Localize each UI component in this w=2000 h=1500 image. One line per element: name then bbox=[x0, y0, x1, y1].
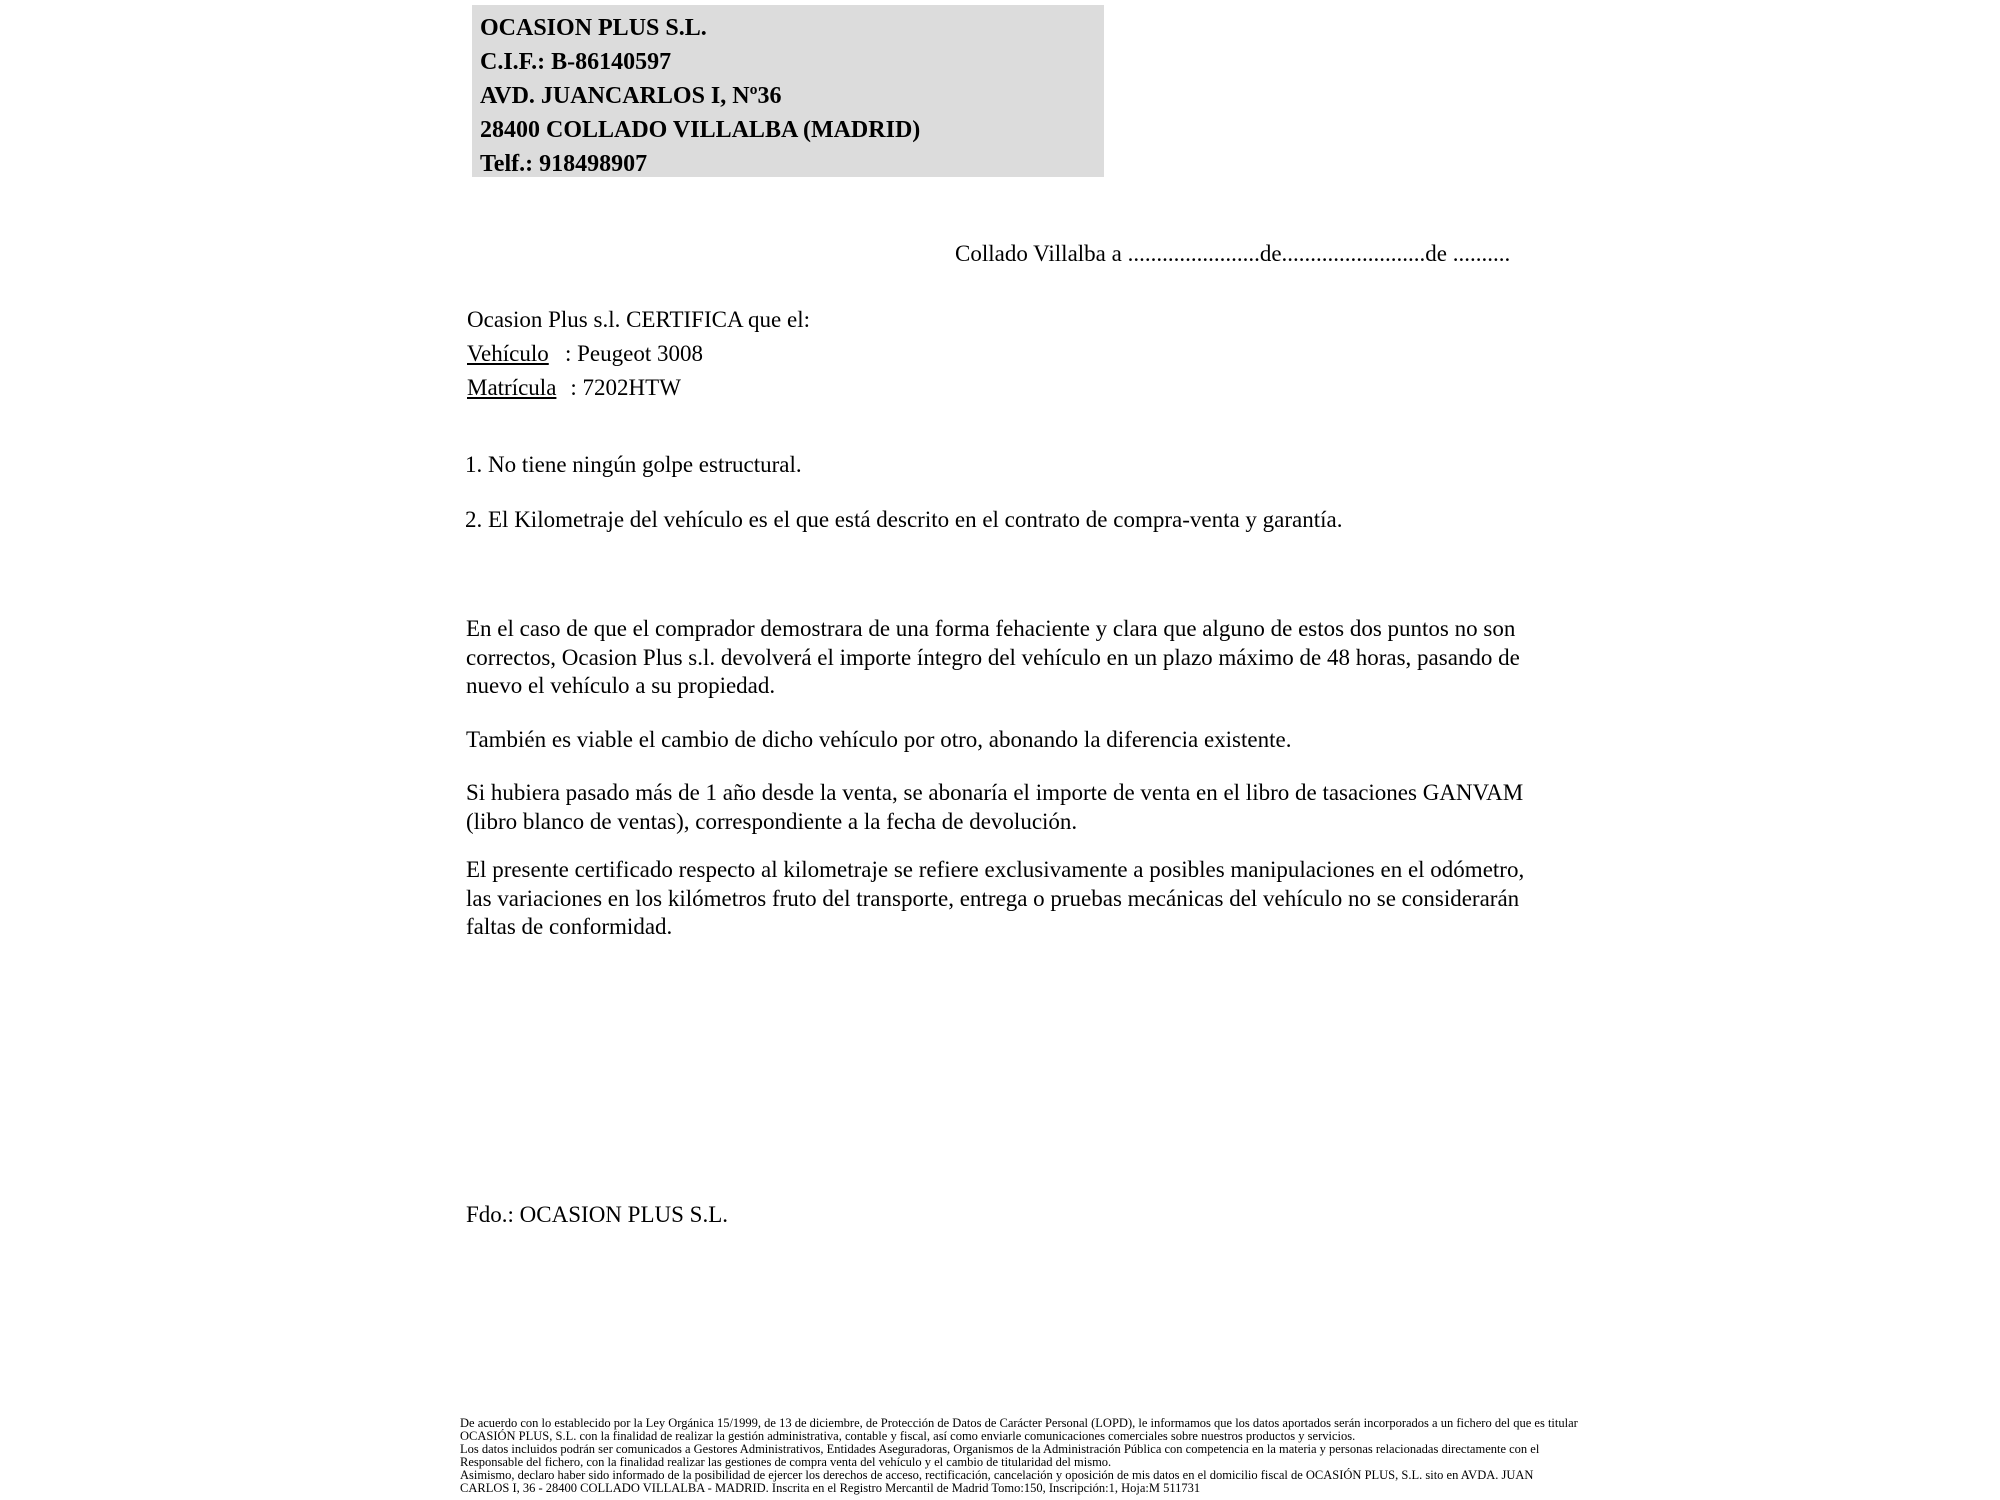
certification-intro: Ocasion Plus s.l. CERTIFICA que el: bbox=[467, 307, 810, 332]
legal-footer-line: CARLOS I, 36 - 28400 COLLADO VILLALBA - MADRID. Inscrita en el Registro Mercantil de Madrid Tomo:150, Inscripción:1, Hoja:M 511731 bbox=[460, 1480, 1201, 1495]
vehicle-field-row bbox=[467, 337, 810, 371]
company-address: AVD. JUANCARLOS I, Nº36 bbox=[480, 83, 782, 109]
plate-field-label: Matrícula bbox=[467, 375, 557, 400]
date-fill-in-line: Collado Villalba a .......................de.........................de .......... bbox=[955, 241, 1511, 266]
certified-point-1: 1. No tiene ningún golpe estructural. bbox=[465, 452, 802, 477]
letterhead-block bbox=[472, 5, 1104, 177]
paragraph-ganvam-valuation: Si hubiera pasado más de 1 año desde la venta, se abonaría el importe de venta en el libro de tasaciones GANVAM (libro blanco de ventas), correspondiente a la fecha de devolución. bbox=[466, 780, 1524, 834]
company-phone: Telf.: 918498907 bbox=[480, 151, 648, 177]
legal-footer bbox=[460, 1416, 1578, 1495]
plate-field-row bbox=[467, 371, 810, 405]
company-name: OCASION PLUS S.L. bbox=[480, 15, 707, 41]
vehicle-field-label: Vehículo bbox=[467, 341, 549, 366]
paragraph-refund-terms: En el caso de que el comprador demostrara de una forma fehaciente y clara que alguno de estos dos puntos no son correctos, Ocasion Plus s.l. devolverá el importe íntegro del vehículo en un plazo máximo de 48 horas, pasando de nuevo el vehículo a su propiedad. bbox=[466, 616, 1520, 698]
vehicle-field-value: : Peugeot 3008 bbox=[565, 341, 703, 366]
company-city: 28400 COLLADO VILLALBA (MADRID) bbox=[480, 117, 921, 143]
certification-block bbox=[467, 303, 810, 405]
legal-footer-line: Los datos incluidos podrán ser comunicados a Gestores Administrativos, Entidades Aseguradoras, Organismos de la Administración Pública con competencia en la materia y personas relacionadas directamente con el bbox=[460, 1441, 1540, 1456]
paragraph-odometer-disclaimer: El presente certificado respecto al kilometraje se refiere exclusivamente a posibles manipulaciones en el odómetro, las variaciones en los kilómetros fruto del transporte, entrega o pruebas mecánicas del vehículo no se considerarán faltas de conformidad. bbox=[466, 857, 1525, 939]
legal-footer-line: Asimismo, declaro haber sido informado de la posibilidad de ejercer los derechos de acceso, rectificación, cancelación y oposición de mis datos en el domicilio fiscal de OCASIÓN PLUS, S.L. sito en AVDA. JUAN bbox=[460, 1467, 1534, 1482]
certified-point-2: 2. El Kilometraje del vehículo es el que está descrito en el contrato de compra-venta y garantía. bbox=[465, 507, 1343, 532]
legal-footer-line: OCASIÓN PLUS, S.L. con la finalidad de realizar la gestión administrativa, contable y fiscal, así como enviarle comunicaciones comerciales sobre nuestros productos y servicios. bbox=[460, 1428, 1356, 1443]
legal-footer-line: Responsable del fichero, con la finalidad realizar las gestiones de compra venta del vehículo y el cambio de titularidad del mismo. bbox=[460, 1454, 1112, 1469]
company-cif: C.I.F.: B-86140597 bbox=[480, 49, 672, 75]
signature-line: Fdo.: OCASION PLUS S.L. bbox=[466, 1202, 728, 1227]
paragraph-exchange-option: También es viable el cambio de dicho vehículo por otro, abonando la diferencia existente. bbox=[466, 727, 1292, 752]
legal-footer-line: De acuerdo con lo establecido por la Ley Orgánica 15/1999, de 13 de diciembre, de Protección de Datos de Carácter Personal (LOPD), le informamos que los datos aportados serán incorporados a un fichero del que es titular bbox=[460, 1416, 1578, 1430]
plate-field-value: : 7202HTW bbox=[570, 375, 681, 400]
